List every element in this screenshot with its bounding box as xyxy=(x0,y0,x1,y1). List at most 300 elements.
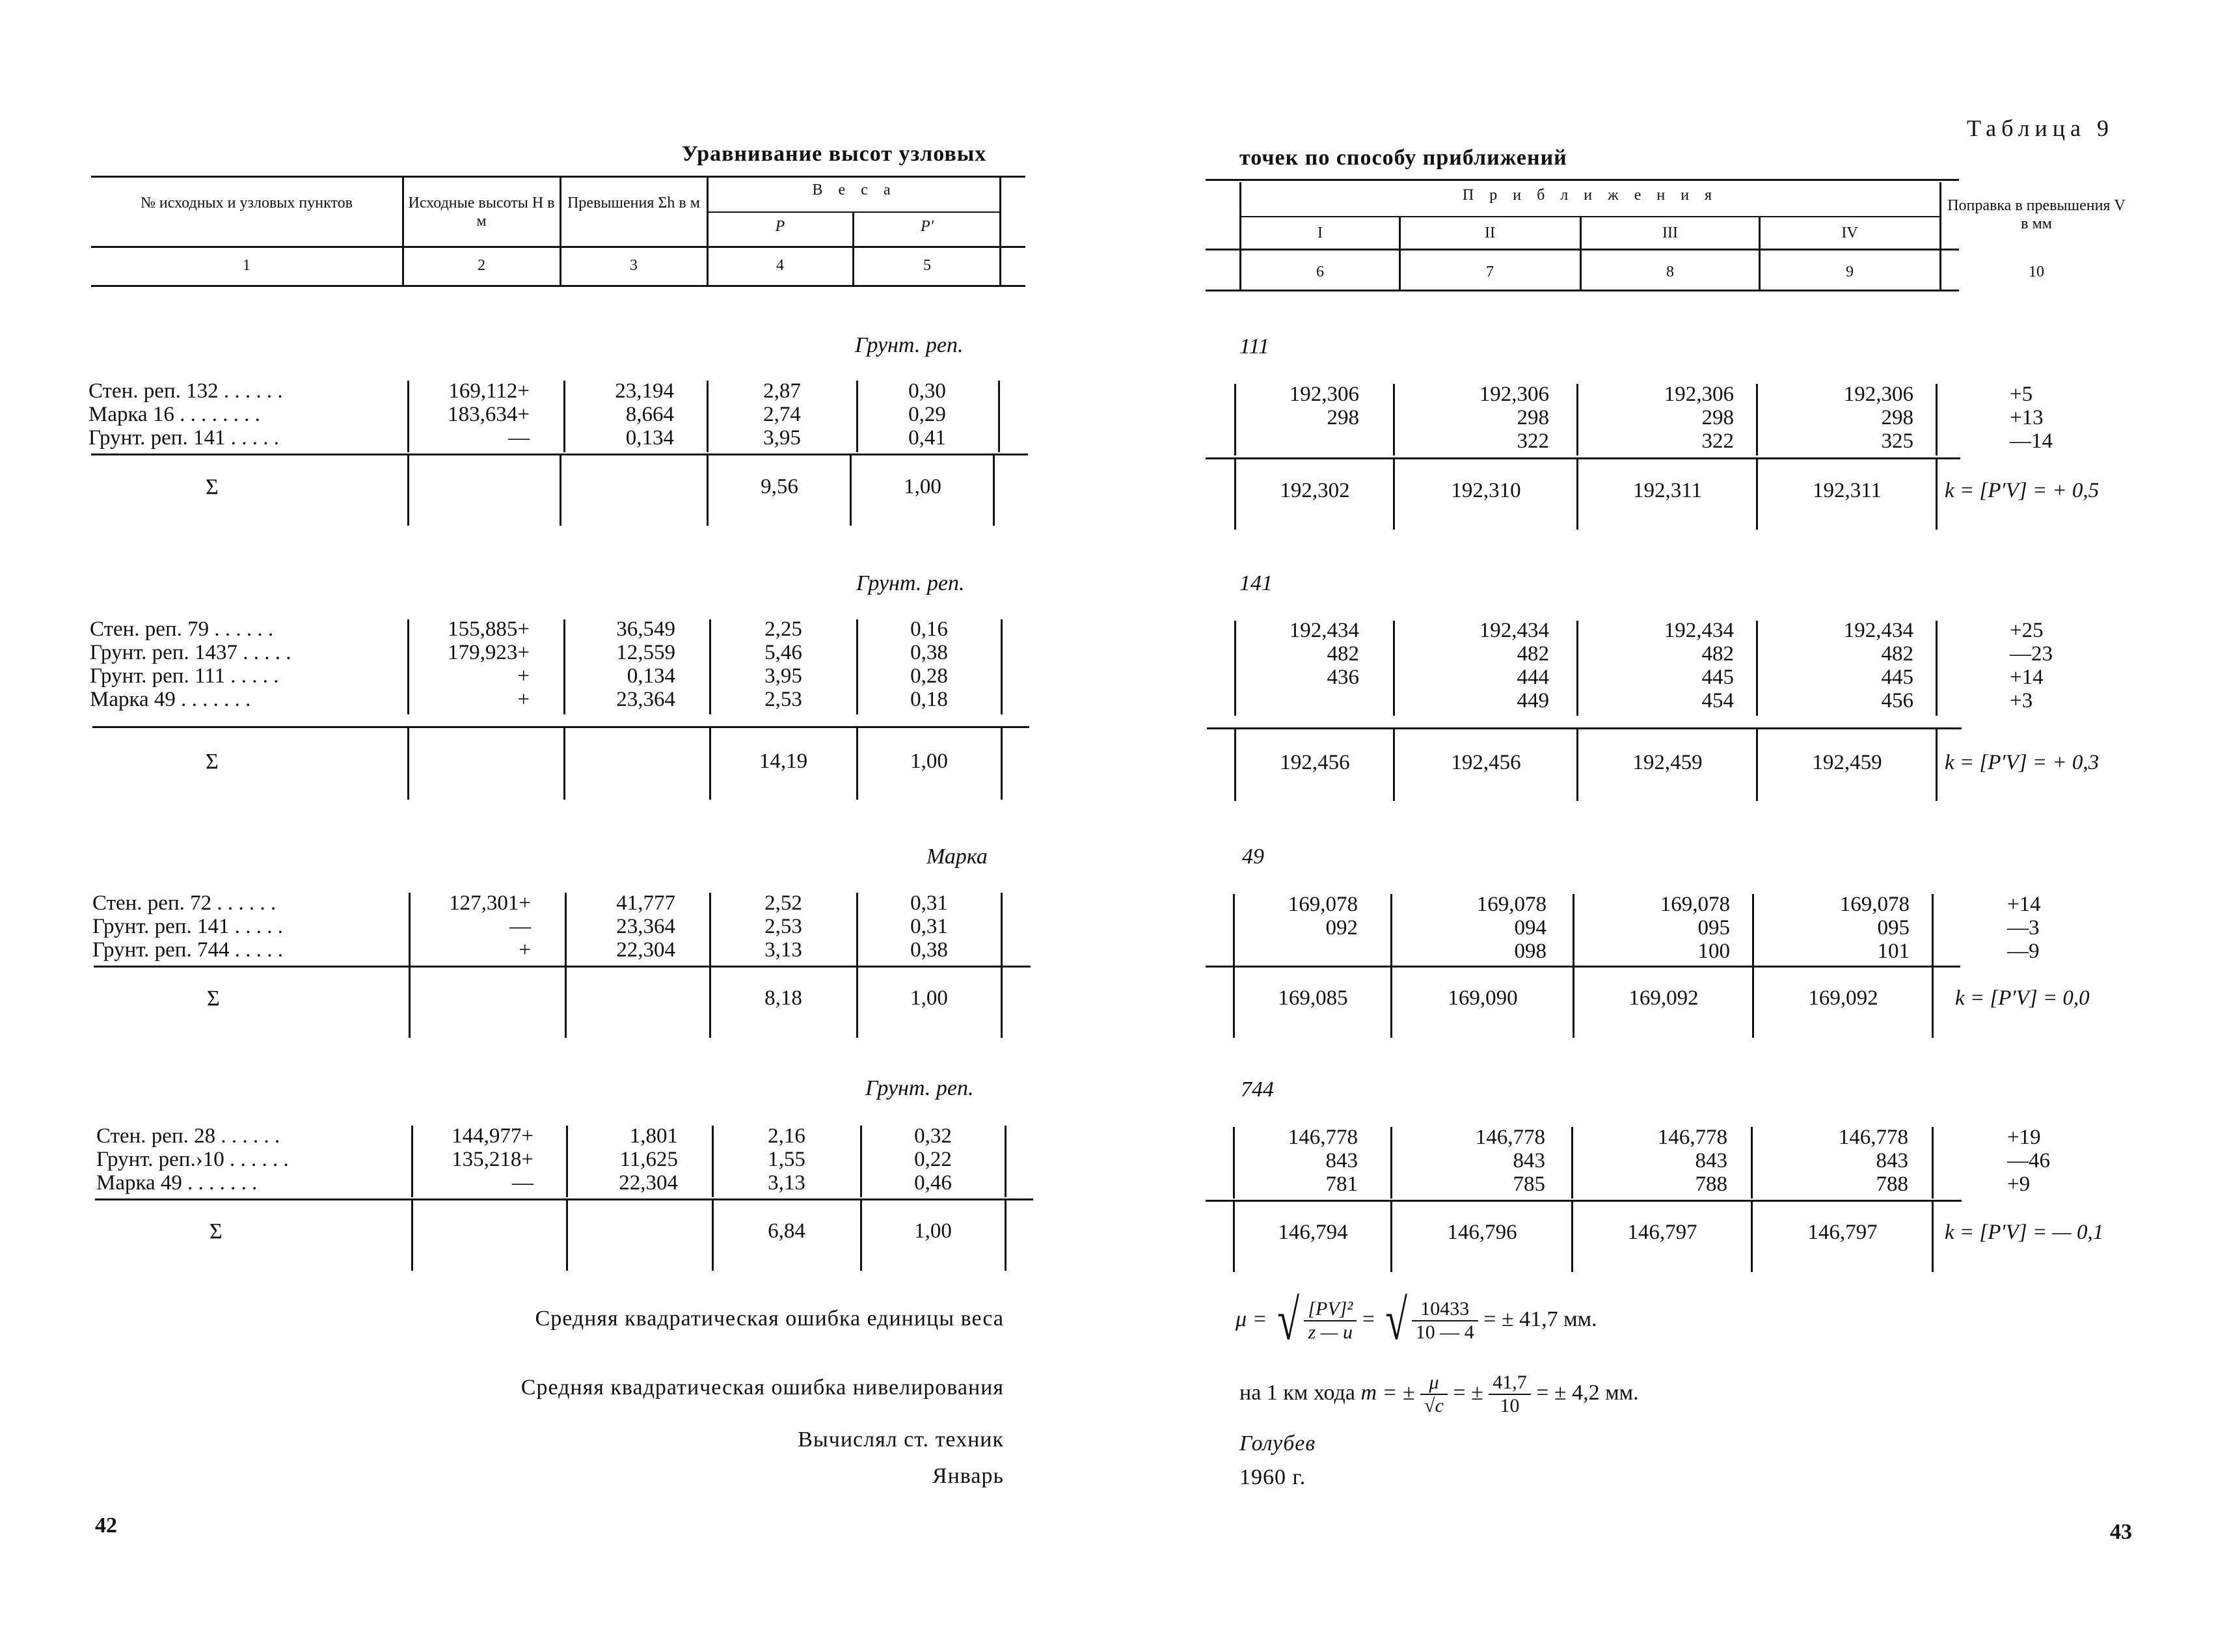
group-label: Грунт. реп. xyxy=(865,1076,974,1100)
footer-line-1: Средняя квадратическая ошибка единицы веса xyxy=(535,1307,1004,1331)
right-title: точек по способу приближений xyxy=(1239,146,1567,170)
approx-2-value: 098 xyxy=(1514,940,1547,963)
formula-result: = ± 41,7 мм. xyxy=(1483,1307,1597,1331)
sum-approx-2: 192,456 xyxy=(1451,751,1521,774)
row-vline xyxy=(1001,893,1003,966)
weight-p: 3,13 xyxy=(764,938,802,962)
group-rule xyxy=(1207,727,1962,729)
row-vline xyxy=(1756,384,1758,455)
col-number: 2 xyxy=(478,257,485,274)
sum-vline xyxy=(1005,1200,1006,1271)
computed-by: Вычислял ст. техник xyxy=(798,1428,1004,1452)
node-label: 111 xyxy=(1239,334,1269,359)
excess-value: 41,777 xyxy=(616,891,675,915)
approx-2-value: 444 xyxy=(1517,666,1549,689)
approx-1-value: 781 xyxy=(1325,1172,1358,1196)
weight-pp: 0,28 xyxy=(910,664,948,688)
sum-vline xyxy=(1001,728,1003,800)
sum-vline xyxy=(1576,729,1578,801)
point-name: Грунт. реп. 111 . . . . . xyxy=(90,664,279,688)
weight-p: 3,95 xyxy=(763,426,801,450)
height-value: 135,218+ xyxy=(452,1148,534,1171)
correction-value: +5 xyxy=(2010,383,2033,406)
table-top-rule xyxy=(91,176,1025,178)
approx-1-value: 169,078 xyxy=(1288,893,1358,916)
point-name: Стен. реп. 28 . . . . . . xyxy=(96,1124,280,1148)
hdr-approx-3: III xyxy=(1662,224,1678,241)
sum-vline xyxy=(407,455,409,526)
row-vline xyxy=(1756,621,1758,716)
row-vline xyxy=(1932,894,1934,966)
row-vline xyxy=(709,893,711,966)
sum-vline xyxy=(856,728,858,800)
row-vline xyxy=(407,619,409,714)
correction-value: +14 xyxy=(2007,893,2041,916)
group-label: Марка xyxy=(926,845,988,869)
hdr-vline xyxy=(402,177,404,286)
sum-vline xyxy=(993,455,995,526)
row-vline xyxy=(1233,894,1235,966)
row-vline xyxy=(707,381,709,452)
hdr-heights: Исходные высоты H в м xyxy=(408,195,555,230)
denominator: √c xyxy=(1424,1395,1444,1416)
header-rule xyxy=(91,246,1025,248)
approx-2-value: 169,078 xyxy=(1476,893,1547,916)
excess-value: 22,304 xyxy=(619,1171,678,1195)
sum-vline xyxy=(1756,729,1758,801)
sum-vline xyxy=(1001,968,1003,1038)
formula-mid: = ± xyxy=(1453,1380,1483,1405)
group-rule xyxy=(95,1198,1033,1200)
hdr-vline xyxy=(1239,182,1241,290)
group-rule xyxy=(1206,457,1960,459)
row-vline xyxy=(1390,1127,1392,1198)
hdr-points: № исходных и узловых пунктов xyxy=(141,195,353,211)
formula-m xyxy=(1239,1372,1639,1417)
correction-value: +25 xyxy=(2010,619,2044,642)
excess-value: 23,194 xyxy=(615,379,674,403)
sum-vline xyxy=(850,455,852,526)
hdr-vline xyxy=(1759,217,1761,290)
sum-symbol: Σ xyxy=(206,750,219,774)
numerator: μ xyxy=(1420,1372,1448,1395)
header-rule xyxy=(1206,249,1959,251)
height-value: + xyxy=(517,664,530,688)
formula-mu-lhs: μ = xyxy=(1236,1307,1267,1331)
node-label: 49 xyxy=(1242,845,1264,869)
approx-3-value: 788 xyxy=(1695,1172,1727,1196)
sum-approx-3: 146,797 xyxy=(1627,1221,1697,1244)
header-bottom-rule xyxy=(91,285,1025,287)
formula-m-lhs: m = ± xyxy=(1360,1380,1415,1405)
point-name: Стен. реп. 132 . . . . . . xyxy=(88,379,283,403)
weight-pp: 0,30 xyxy=(908,379,946,403)
sum-vline xyxy=(565,968,567,1038)
sum-vline xyxy=(1573,968,1574,1038)
weight-p: 2,25 xyxy=(764,617,802,641)
approx-1-value: 192,306 xyxy=(1289,383,1359,406)
approx-1-value: 092 xyxy=(1325,916,1358,940)
sum-vline xyxy=(1932,1202,1934,1272)
approx-3-value: 298 xyxy=(1701,406,1734,429)
row-vline xyxy=(1234,384,1236,455)
sum-vline xyxy=(707,455,709,526)
sum-approx-1: 169,085 xyxy=(1278,986,1348,1010)
approx-4-value: 298 xyxy=(1881,406,1913,429)
approx-2-value: 192,306 xyxy=(1479,383,1549,406)
sum-vline xyxy=(1932,968,1934,1038)
height-value: + xyxy=(519,938,531,962)
page-number: 42 xyxy=(95,1513,117,1537)
hdr-weights: В е с а xyxy=(812,182,897,198)
sum-approx-1: 146,794 xyxy=(1278,1221,1348,1244)
correction-value: —14 xyxy=(2010,429,2053,453)
height-value: 144,977+ xyxy=(452,1124,534,1148)
sum-vline xyxy=(1390,968,1392,1038)
sum-vline xyxy=(1234,459,1236,530)
group-rule xyxy=(1206,966,1960,968)
sum-approx-2: 146,796 xyxy=(1447,1221,1517,1244)
sum-symbol: Σ xyxy=(209,1219,223,1243)
approx-4-value: 325 xyxy=(1881,429,1913,453)
excess-value: 23,364 xyxy=(616,915,675,938)
year: 1960 г. xyxy=(1239,1465,1306,1489)
approx-4-value: 169,078 xyxy=(1839,893,1910,916)
col-number: 1 xyxy=(243,257,250,274)
row-vline xyxy=(563,381,565,452)
weight-pp: 0,29 xyxy=(908,403,946,426)
sum-vline xyxy=(560,455,561,526)
col-number: 5 xyxy=(923,257,931,274)
row-vline xyxy=(409,893,411,966)
weight-p: 2,74 xyxy=(763,403,801,426)
sum-vline xyxy=(409,968,411,1038)
sum-vline xyxy=(860,1200,862,1271)
sum-vline xyxy=(1234,729,1236,801)
header-bottom-rule xyxy=(1206,290,1959,291)
hdr-vline xyxy=(852,211,854,286)
hdr-vline xyxy=(1939,182,1941,290)
sum-vline xyxy=(407,728,409,800)
hdr-vline xyxy=(1580,217,1582,290)
table-top-rule xyxy=(1206,179,1959,181)
weight-p: 2,52 xyxy=(764,891,802,915)
weight-pp: 0,22 xyxy=(914,1148,952,1171)
row-vline xyxy=(860,1126,862,1197)
group-rule xyxy=(94,966,1031,968)
sum-vline xyxy=(1751,1202,1753,1272)
correction-value: +19 xyxy=(2007,1126,2041,1149)
row-vline xyxy=(1234,621,1236,716)
sum-approx-4: 169,092 xyxy=(1808,986,1878,1010)
sum-vline xyxy=(1752,968,1754,1038)
sum-pp: 1,00 xyxy=(910,986,948,1010)
hdr-pp: P′ xyxy=(921,218,934,235)
approx-4-value: 482 xyxy=(1881,642,1913,666)
k-coefficient: k = [P′V] = — 0,1 xyxy=(1945,1221,2104,1244)
row-vline xyxy=(1751,1127,1753,1198)
sum-pp: 1,00 xyxy=(910,750,948,773)
formula-prefix: на 1 км хода xyxy=(1239,1380,1355,1405)
weight-pp: 0,16 xyxy=(910,617,948,641)
point-name: Грунт. реп. 744 . . . . . xyxy=(92,938,283,962)
excess-value: 12,559 xyxy=(616,641,675,664)
sum-approx-4: 192,311 xyxy=(1812,479,1882,502)
sum-vline xyxy=(856,968,858,1038)
weight-p: 2,53 xyxy=(764,915,802,938)
row-vline xyxy=(407,381,409,452)
row-vline xyxy=(1936,621,1938,716)
k-coefficient: k = [P′V] = + 0,5 xyxy=(1945,479,2100,502)
approx-1-value: 298 xyxy=(1327,406,1359,429)
sqrt-icon: √ xyxy=(1277,1289,1300,1352)
row-vline xyxy=(565,893,567,966)
formula-result: = ± 4,2 мм. xyxy=(1536,1380,1639,1405)
weight-pp: 0,18 xyxy=(910,688,948,711)
col-number: 3 xyxy=(630,257,638,274)
row-vline xyxy=(1932,1127,1934,1198)
sum-vline xyxy=(1233,968,1235,1038)
weight-p: 3,95 xyxy=(764,664,802,688)
row-vline xyxy=(709,619,711,714)
weight-p: 1,55 xyxy=(768,1148,805,1171)
sum-approx-1: 192,456 xyxy=(1280,751,1350,774)
page-number: 43 xyxy=(2110,1520,2132,1544)
weight-p: 3,13 xyxy=(768,1171,805,1195)
hdr-approximations: П р и б л и ж е н и я xyxy=(1462,187,1718,204)
correction-value: —3 xyxy=(2007,916,2040,940)
denominator: 10 xyxy=(1500,1395,1520,1416)
row-vline xyxy=(1576,384,1578,455)
k-coefficient: k = [P′V] = + 0,3 xyxy=(1945,751,2100,774)
numerator: 41,7 xyxy=(1489,1372,1531,1395)
sum-vline xyxy=(709,728,711,800)
approx-2-value: 449 xyxy=(1517,689,1549,712)
sum-vline xyxy=(1571,1202,1573,1272)
fraction xyxy=(1412,1298,1478,1344)
point-name: Грунт. реп. 1437 . . . . . xyxy=(90,641,291,664)
point-name: Марка 49 . . . . . . . xyxy=(96,1171,258,1195)
approx-2-value: 843 xyxy=(1513,1149,1545,1172)
approx-1-value: 436 xyxy=(1327,666,1359,689)
numerator: [PV]² xyxy=(1304,1298,1357,1321)
approx-1-value: 146,778 xyxy=(1288,1126,1358,1149)
approx-4-value: 456 xyxy=(1881,689,1913,712)
numerator: 10433 xyxy=(1412,1298,1478,1321)
sum-approx-4: 146,797 xyxy=(1807,1221,1878,1244)
denominator: 10 — 4 xyxy=(1415,1321,1474,1343)
point-name: Грунт. реп.›10 . . . . . . xyxy=(96,1148,289,1171)
sum-p: 8,18 xyxy=(764,986,802,1010)
approx-2-value: 785 xyxy=(1513,1172,1545,1196)
correction-value: +13 xyxy=(2010,406,2044,429)
excess-value: 1,801 xyxy=(629,1124,678,1148)
weight-pp: 0,31 xyxy=(910,891,948,915)
col-number: 4 xyxy=(776,257,784,274)
group-label: Грунт. реп. xyxy=(856,571,965,595)
row-vline xyxy=(856,893,858,966)
approx-2-value: 192,434 xyxy=(1479,619,1549,642)
sum-vline xyxy=(1936,729,1938,801)
row-vline xyxy=(1571,1127,1573,1198)
excess-value: 23,364 xyxy=(616,688,675,711)
hdr-vline xyxy=(1399,217,1401,290)
sum-vline xyxy=(712,1200,714,1271)
sum-vline xyxy=(1393,459,1395,530)
row-vline xyxy=(856,619,858,714)
hdr-correction: Поправка в превышения V в мм xyxy=(1947,197,2126,232)
row-vline xyxy=(566,1126,568,1197)
weight-pp: 0,38 xyxy=(910,938,948,962)
height-value: 183,634+ xyxy=(448,403,530,426)
approx-3-value: 146,778 xyxy=(1657,1126,1727,1149)
approx-3-value: 454 xyxy=(1701,689,1734,712)
weight-pp: 0,32 xyxy=(914,1124,952,1148)
approx-1-value: 843 xyxy=(1325,1149,1358,1172)
sum-p: 9,56 xyxy=(761,475,798,498)
excess-value: 22,304 xyxy=(616,938,675,962)
correction-value: —9 xyxy=(2007,940,2040,963)
sum-p: 6,84 xyxy=(768,1219,805,1243)
denominator: z — u xyxy=(1308,1321,1353,1343)
weight-pp: 0,31 xyxy=(910,915,948,938)
approx-1-value: 192,434 xyxy=(1289,619,1359,642)
height-value: 127,301+ xyxy=(449,891,531,915)
hdr-vline xyxy=(999,177,1001,286)
sum-approx-3: 192,459 xyxy=(1632,751,1703,774)
fraction xyxy=(1304,1298,1357,1344)
sum-vline xyxy=(566,1200,568,1271)
approx-3-value: 482 xyxy=(1701,642,1734,666)
formula-mu: μ = √ $\frac{\text{[PV]²}}{z — u}$ = √ $\frac{10433}{10 — 4}$ = ± 41,7 мм. xyxy=(1236,1289,1597,1352)
row-vline xyxy=(563,619,565,714)
k-coefficient: k = [P′V] = 0,0 xyxy=(1955,986,2090,1010)
excess-value: 11,625 xyxy=(619,1148,678,1171)
correction-value: —46 xyxy=(2007,1149,2050,1172)
point-name: Грунт. реп. 141 . . . . . xyxy=(92,915,283,938)
height-value: — xyxy=(512,1171,534,1195)
weight-pp: 0,46 xyxy=(914,1171,952,1195)
excess-value: 8,664 xyxy=(625,403,674,426)
excess-value: 0,134 xyxy=(625,426,674,450)
hdr-excess: Превышения Σh в м xyxy=(567,195,700,211)
hdr-vline xyxy=(560,177,561,286)
approx-3-value: 095 xyxy=(1697,916,1730,940)
row-vline xyxy=(712,1126,714,1197)
approx-1-value: 482 xyxy=(1327,642,1359,666)
height-value: 169,112+ xyxy=(448,379,530,403)
correction-value: —23 xyxy=(2010,642,2053,666)
fraction xyxy=(1420,1372,1448,1417)
approx-4-value: 445 xyxy=(1881,666,1913,689)
approx-4-value: 192,306 xyxy=(1843,383,1913,406)
correction-value: +3 xyxy=(2010,689,2033,712)
sum-vline xyxy=(1576,459,1578,530)
approx-3-value: 445 xyxy=(1701,666,1734,689)
approx-3-value: 192,434 xyxy=(1664,619,1734,642)
footer-line-2: Средняя квадратическая ошибка нивелирования xyxy=(520,1375,1004,1400)
signature-name: Голубев xyxy=(1239,1431,1316,1456)
hdr-vline xyxy=(707,177,709,286)
hdr-approx-1: I xyxy=(1317,224,1323,241)
right-page xyxy=(1114,0,2229,1652)
correction-value: +14 xyxy=(2010,666,2044,689)
sum-approx-4: 192,459 xyxy=(1812,751,1882,774)
approx-4-value: 788 xyxy=(1876,1172,1908,1196)
sum-pp: 1,00 xyxy=(914,1219,952,1243)
approx-3-value: 100 xyxy=(1697,940,1730,963)
sum-pp: 1,00 xyxy=(904,475,941,498)
sum-vline xyxy=(411,1200,413,1271)
row-vline xyxy=(998,381,1000,452)
month: Январь xyxy=(932,1464,1004,1488)
point-name: Стен. реп. 72 . . . . . . xyxy=(92,891,277,915)
approx-4-value: 101 xyxy=(1877,940,1910,963)
col-number: 10 xyxy=(2029,264,2044,280)
point-name: Марка 16 . . . . . . . . xyxy=(88,403,260,426)
hdr-approx-4: IV xyxy=(1841,224,1858,241)
group-rule xyxy=(1206,1200,1962,1202)
weight-p: 2,53 xyxy=(764,688,802,711)
col-number: 9 xyxy=(1846,264,1854,280)
weight-p: 2,87 xyxy=(763,379,801,403)
approx-4-value: 146,778 xyxy=(1838,1126,1908,1149)
node-label: 141 xyxy=(1239,571,1273,595)
approx-rule xyxy=(1239,216,1939,217)
group-rule xyxy=(92,726,1029,728)
sum-symbol: Σ xyxy=(207,986,220,1010)
approx-2-value: 146,778 xyxy=(1475,1126,1545,1149)
row-vline xyxy=(1936,384,1938,455)
sum-vline xyxy=(709,968,711,1038)
row-vline xyxy=(1393,384,1395,455)
row-vline xyxy=(1233,1127,1235,1198)
row-vline xyxy=(411,1126,413,1197)
group-label: Грунт. реп. xyxy=(855,333,964,357)
left-page xyxy=(0,0,1114,1652)
approx-3-value: 169,078 xyxy=(1660,893,1730,916)
sum-vline xyxy=(1393,729,1395,801)
fraction xyxy=(1489,1372,1531,1417)
hdr-approx-2: II xyxy=(1485,224,1495,241)
approx-4-value: 192,434 xyxy=(1843,619,1913,642)
sum-approx-3: 192,311 xyxy=(1632,479,1703,502)
col-number: 8 xyxy=(1666,264,1674,280)
approx-3-value: 322 xyxy=(1701,429,1734,453)
approx-2-value: 482 xyxy=(1517,642,1549,666)
node-label: 744 xyxy=(1241,1077,1274,1102)
row-vline xyxy=(1393,621,1395,716)
left-title: Уравнивание высот узловых xyxy=(682,142,987,166)
sum-approx-3: 169,092 xyxy=(1628,986,1699,1010)
sum-vline xyxy=(563,728,565,800)
point-name: Грунт. реп. 141 . . . . . xyxy=(88,426,279,450)
col-number: 6 xyxy=(1316,264,1324,280)
point-name: Стен. реп. 79 . . . . . . xyxy=(90,617,274,641)
approx-3-value: 192,306 xyxy=(1664,383,1734,406)
sum-p: 14,19 xyxy=(759,750,808,773)
sum-vline xyxy=(1233,1202,1235,1272)
row-vline xyxy=(1576,621,1578,716)
sum-vline xyxy=(1936,459,1938,530)
hdr-p: P xyxy=(775,218,785,235)
height-value: 155,885+ xyxy=(448,617,530,641)
height-value: 179,923+ xyxy=(448,641,530,664)
approx-4-value: 095 xyxy=(1877,916,1910,940)
row-vline xyxy=(1752,894,1754,966)
approx-3-value: 843 xyxy=(1695,1149,1727,1172)
sum-vline xyxy=(1756,459,1758,530)
